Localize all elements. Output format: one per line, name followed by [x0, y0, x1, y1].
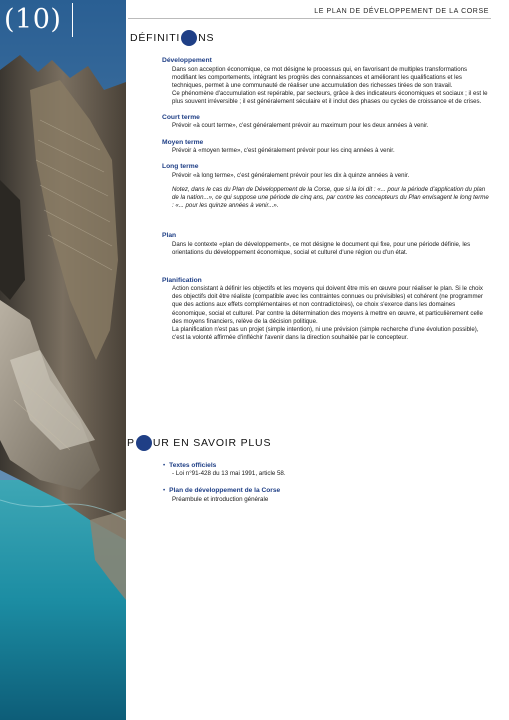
definition-entry [162, 57, 489, 106]
coastal-cliff-photo [0, 0, 126, 720]
definition-entry [162, 232, 489, 257]
definition-text: Prévoir «à court terme», c'est généralement prévoir au maximum pour les deux années à venir. [172, 122, 429, 130]
definition-term: Planification [162, 276, 202, 284]
definition-text: Dans son acception économique, ce mot désigne le processus qui, en favorisant de multiples transformations modifiant les comportements, intégrant les progrès des connaissances et améliorant les qualifications et les techniques, permet à une communauté de réaliser une accumulation des richesses tirées de son travail. [172, 65, 468, 89]
bullet-icon: • [163, 462, 166, 469]
further-reading-heading [127, 435, 271, 451]
reference-item [163, 487, 483, 503]
header-divider [128, 18, 491, 19]
definition-term: Court terme [162, 113, 200, 121]
reference-detail: Préambule et introduction générale [172, 495, 269, 503]
page-number: (10) [4, 4, 62, 35]
definitions-list [162, 57, 489, 350]
definition-term: Moyen terme [162, 138, 204, 146]
further-reading-heading-start: P [127, 437, 135, 449]
reference-title: Textes officiels [169, 462, 217, 469]
definition-entry [162, 139, 489, 156]
definition-entry [162, 114, 489, 131]
reference-detail: - Loi n°91-428 du 13 mai 1991, article 58. [172, 470, 286, 478]
definition-term: Plan [162, 232, 177, 240]
definitions-heading-start: DÉFINITI [130, 32, 181, 44]
reference-title: Plan de développement de la Corse [169, 487, 281, 495]
definition-text: La planification n'est pas un projet (simple intention), ni une prévision (simple recherche d'une évolution possible), c'est la volonté affirmée d'infléchir l'avenir dans la direction souhaitée par le concepteur. [172, 325, 479, 341]
definition-text: Ce phénomène d'accumulation est repérable, par secteurs, grâce à des indicateurs économiques et sociaux ; il est le plus souvent irréversible ; il est généralement séculaire et il inclut des phases ou cycles de croissance et de crises. [172, 89, 488, 105]
definition-note: Notez, dans le cas du Plan de Développement de la Corse, que si la loi dit : «... pour la période d'application du plan de la nation...», ce qui suppose une période de cinq ans, par contre les concepteurs du Plan envisagent le long terme : «... pour les quinze années à venir...». [172, 185, 489, 209]
further-reading-heading-end: UR EN SAVOIR PLUS [152, 437, 272, 449]
blue-circle-letter-o-icon [181, 30, 197, 46]
definition-term: Long terme [162, 163, 199, 171]
definitions-heading-end: NS [198, 32, 215, 44]
definition-text: Prévoir à «moyen terme», c'est généralement prévoir pour les cinq années à venir. [172, 147, 395, 155]
definition-entry [162, 277, 489, 342]
bullet-icon: • [163, 487, 166, 495]
definition-text: Action consistant à définir les objectifs et les moyens qui doivent être mis en œuvre pour réaliser le plan. Si le choix des objectifs doit être réaliste (compatible avec les contraintes connues ou prévisibles) et cohérent (ne programmer que des actions aux effets complémentaires et non contradictoires), ce choix s'exerce dans les domaines économique, social et culturel. Par contre la détermination des moyens à mettre en œuvre, et particulièrement celle des moyens financiers, relève de la décision politique. [172, 285, 483, 325]
definition-entry [162, 163, 489, 210]
definition-term: Développement [162, 57, 212, 64]
running-title: LE PLAN DE DÉVELOPPEMENT DE LA CORSE [314, 8, 489, 15]
further-reading-list [163, 462, 483, 513]
blue-circle-letter-o-icon [136, 435, 152, 451]
definition-text: Dans le contexte «plan de développement», ce mot désigne le document qui fixe, pour une période définie, les orientations du développement économique, social et culturel d'une région ou d'un état. [172, 240, 471, 256]
definitions-heading [130, 30, 214, 46]
reference-item [163, 462, 483, 478]
definition-text: Prévoir «à long terme», c'est généralement prévoir pour les dix à quinze années à venir. [172, 171, 410, 179]
